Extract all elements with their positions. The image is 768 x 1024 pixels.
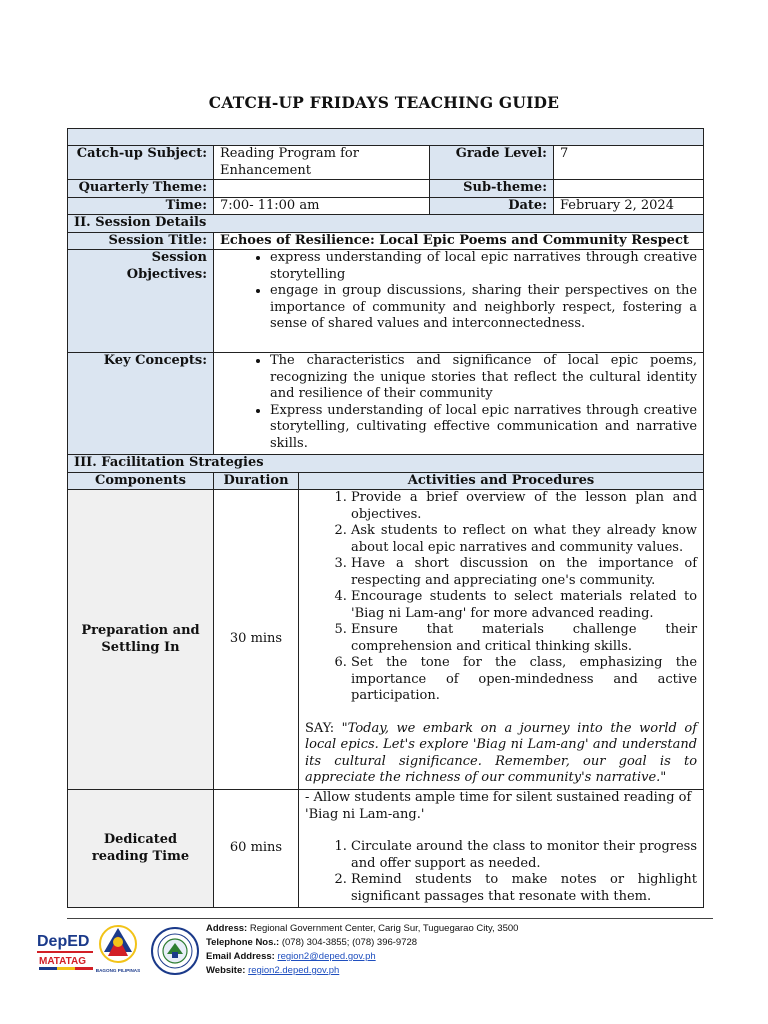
time-label: Time:	[68, 197, 214, 215]
concepts-list	[220, 353, 697, 452]
footer-contact	[206, 922, 518, 978]
session-details-heading-row	[68, 215, 704, 233]
say-script	[305, 721, 697, 787]
session-details-heading: II. Session Details	[68, 215, 704, 233]
objectives-label-line1: Session	[151, 250, 207, 265]
footer-address: Address: Regional Government Center, Carig Sur, Tuguegarao City, 3500	[206, 923, 519, 934]
list-item: 5. Ensure that materials challenge their comprehension and critical thinking skills.	[351, 622, 697, 655]
reading-steps	[305, 839, 697, 905]
concepts-label: Key Concepts:	[68, 353, 214, 455]
reading-intro: - Allow students ample time for silent sustained reading of 'Biag ni Lam-ang.'	[305, 790, 692, 822]
list-item: • engage in group discussions, sharing their perspectives on the importance of community and neighborly respect, fostering a sense of shared values and interconnectedness.	[270, 283, 697, 333]
subtheme-value	[554, 180, 704, 198]
theme-value	[214, 180, 430, 198]
session-title-label: Session Title:	[68, 232, 214, 250]
activities-reading	[299, 790, 704, 908]
objectives-row	[68, 250, 704, 353]
theme-row	[68, 180, 704, 198]
grade-value: 7	[554, 146, 704, 180]
components-header: Components	[68, 472, 214, 490]
table-row	[68, 490, 704, 790]
objectives-label	[68, 250, 214, 353]
say-prefix: SAY: "	[305, 720, 348, 736]
list-item: • Express understanding of local epic narratives through creative storytelling, cultivating effective communication and narrative skills.	[270, 403, 697, 453]
time-row	[68, 197, 704, 215]
footer-divider	[67, 918, 713, 919]
deped-seal-logo	[150, 926, 200, 976]
facilitation-heading: III. Facilitation Strategies	[68, 455, 704, 473]
theme-label: Quarterly Theme:	[68, 180, 214, 198]
objectives-label-line2: Objectives:	[126, 266, 207, 282]
concepts-row	[68, 353, 704, 455]
subject-label: Catch-up Subject:	[68, 146, 214, 180]
website-link[interactable]: region2.deped.gov.ph	[248, 965, 340, 976]
session-title-value: Echoes of Resilience: Local Epic Poems and Community Respect	[214, 232, 704, 250]
concepts-cell	[214, 353, 704, 455]
subtheme-label: Sub-theme:	[430, 180, 554, 198]
say-text: Today, we embark on a journey into the world of local epics. Let's explore 'Biag ni Lam-ang' and understand its cultural significance. Remember, our goal is to appreciate the richness of our community's narrative."	[305, 720, 698, 785]
component-reading: Dedicated reading Time	[68, 790, 214, 908]
matatag-logo-text: MATATAG	[39, 956, 87, 967]
list-item: 6. Set the tone for the class, emphasizing the importance of open-mindedness and active participation.	[351, 655, 697, 705]
duration-preparation: 30 mins	[214, 490, 299, 790]
list-item: 2. Ask students to reflect on what they already know about local epic narratives and community values.	[351, 523, 697, 556]
time-value: 7:00- 11:00 am	[214, 197, 430, 215]
list-item: 1. Provide a brief overview of the lesson plan and objectives.	[351, 490, 697, 523]
preparation-steps	[305, 490, 697, 705]
email-link[interactable]: region2@deped.gov.ph	[277, 951, 376, 962]
activities-header: Activities and Procedures	[299, 472, 704, 490]
facilitation-heading-row	[68, 455, 704, 473]
teaching-guide-table	[67, 128, 704, 908]
objectives-cell	[214, 250, 704, 353]
list-item: 1. Circulate around the class to monitor their progress and offer support as needed.	[351, 839, 697, 872]
list-item: 3. Have a short discussion on the importance of respecting and appreciating one's community.	[351, 556, 697, 589]
list-item: • The characteristics and significance of local epic poems, recognizing the unique stories that reflect the cultural identity and resilience of their community	[270, 353, 697, 403]
facilitation-column-headers	[68, 472, 704, 490]
duration-reading: 60 mins	[214, 790, 299, 908]
footer-phone: Telephone Nos.: (078) 304-3855; (078) 396-9728	[206, 937, 418, 948]
subject-value: Reading Program for Enhancement	[214, 146, 430, 180]
list-item: 4. Encourage students to select materials related to 'Biag ni Lam-ang' for more advanced reading.	[351, 589, 697, 622]
objectives-list	[220, 250, 697, 333]
grade-label: Grade Level:	[430, 146, 554, 180]
footer-email: Email Address: region2@deped.gov.ph	[206, 951, 376, 962]
deped-logo	[36, 926, 94, 974]
session-title-row	[68, 232, 704, 250]
list-item: 2. Remind students to make notes or highlight significant passages that resonate with them.	[351, 872, 697, 905]
page-title: CATCH-UP FRIDAYS TEACHING GUIDE	[208, 93, 560, 112]
footer-website: Website: region2.deped.gov.ph	[206, 965, 340, 976]
duration-header: Duration	[214, 472, 299, 490]
table-row	[68, 790, 704, 908]
table-header-strip	[68, 129, 704, 146]
component-preparation: Preparation and Settling In	[68, 490, 214, 790]
bagong-pilipinas-logo	[92, 922, 144, 974]
date-value: February 2, 2024	[554, 197, 704, 215]
activities-preparation	[299, 490, 704, 790]
subject-row	[68, 146, 704, 180]
bagong-pilipinas-text: BAGONG PILIPINAS	[95, 968, 141, 973]
list-item: • express understanding of local epic narratives through creative storytelling	[270, 250, 697, 283]
deped-logo-text: DepED	[37, 933, 90, 950]
date-label: Date:	[430, 197, 554, 215]
